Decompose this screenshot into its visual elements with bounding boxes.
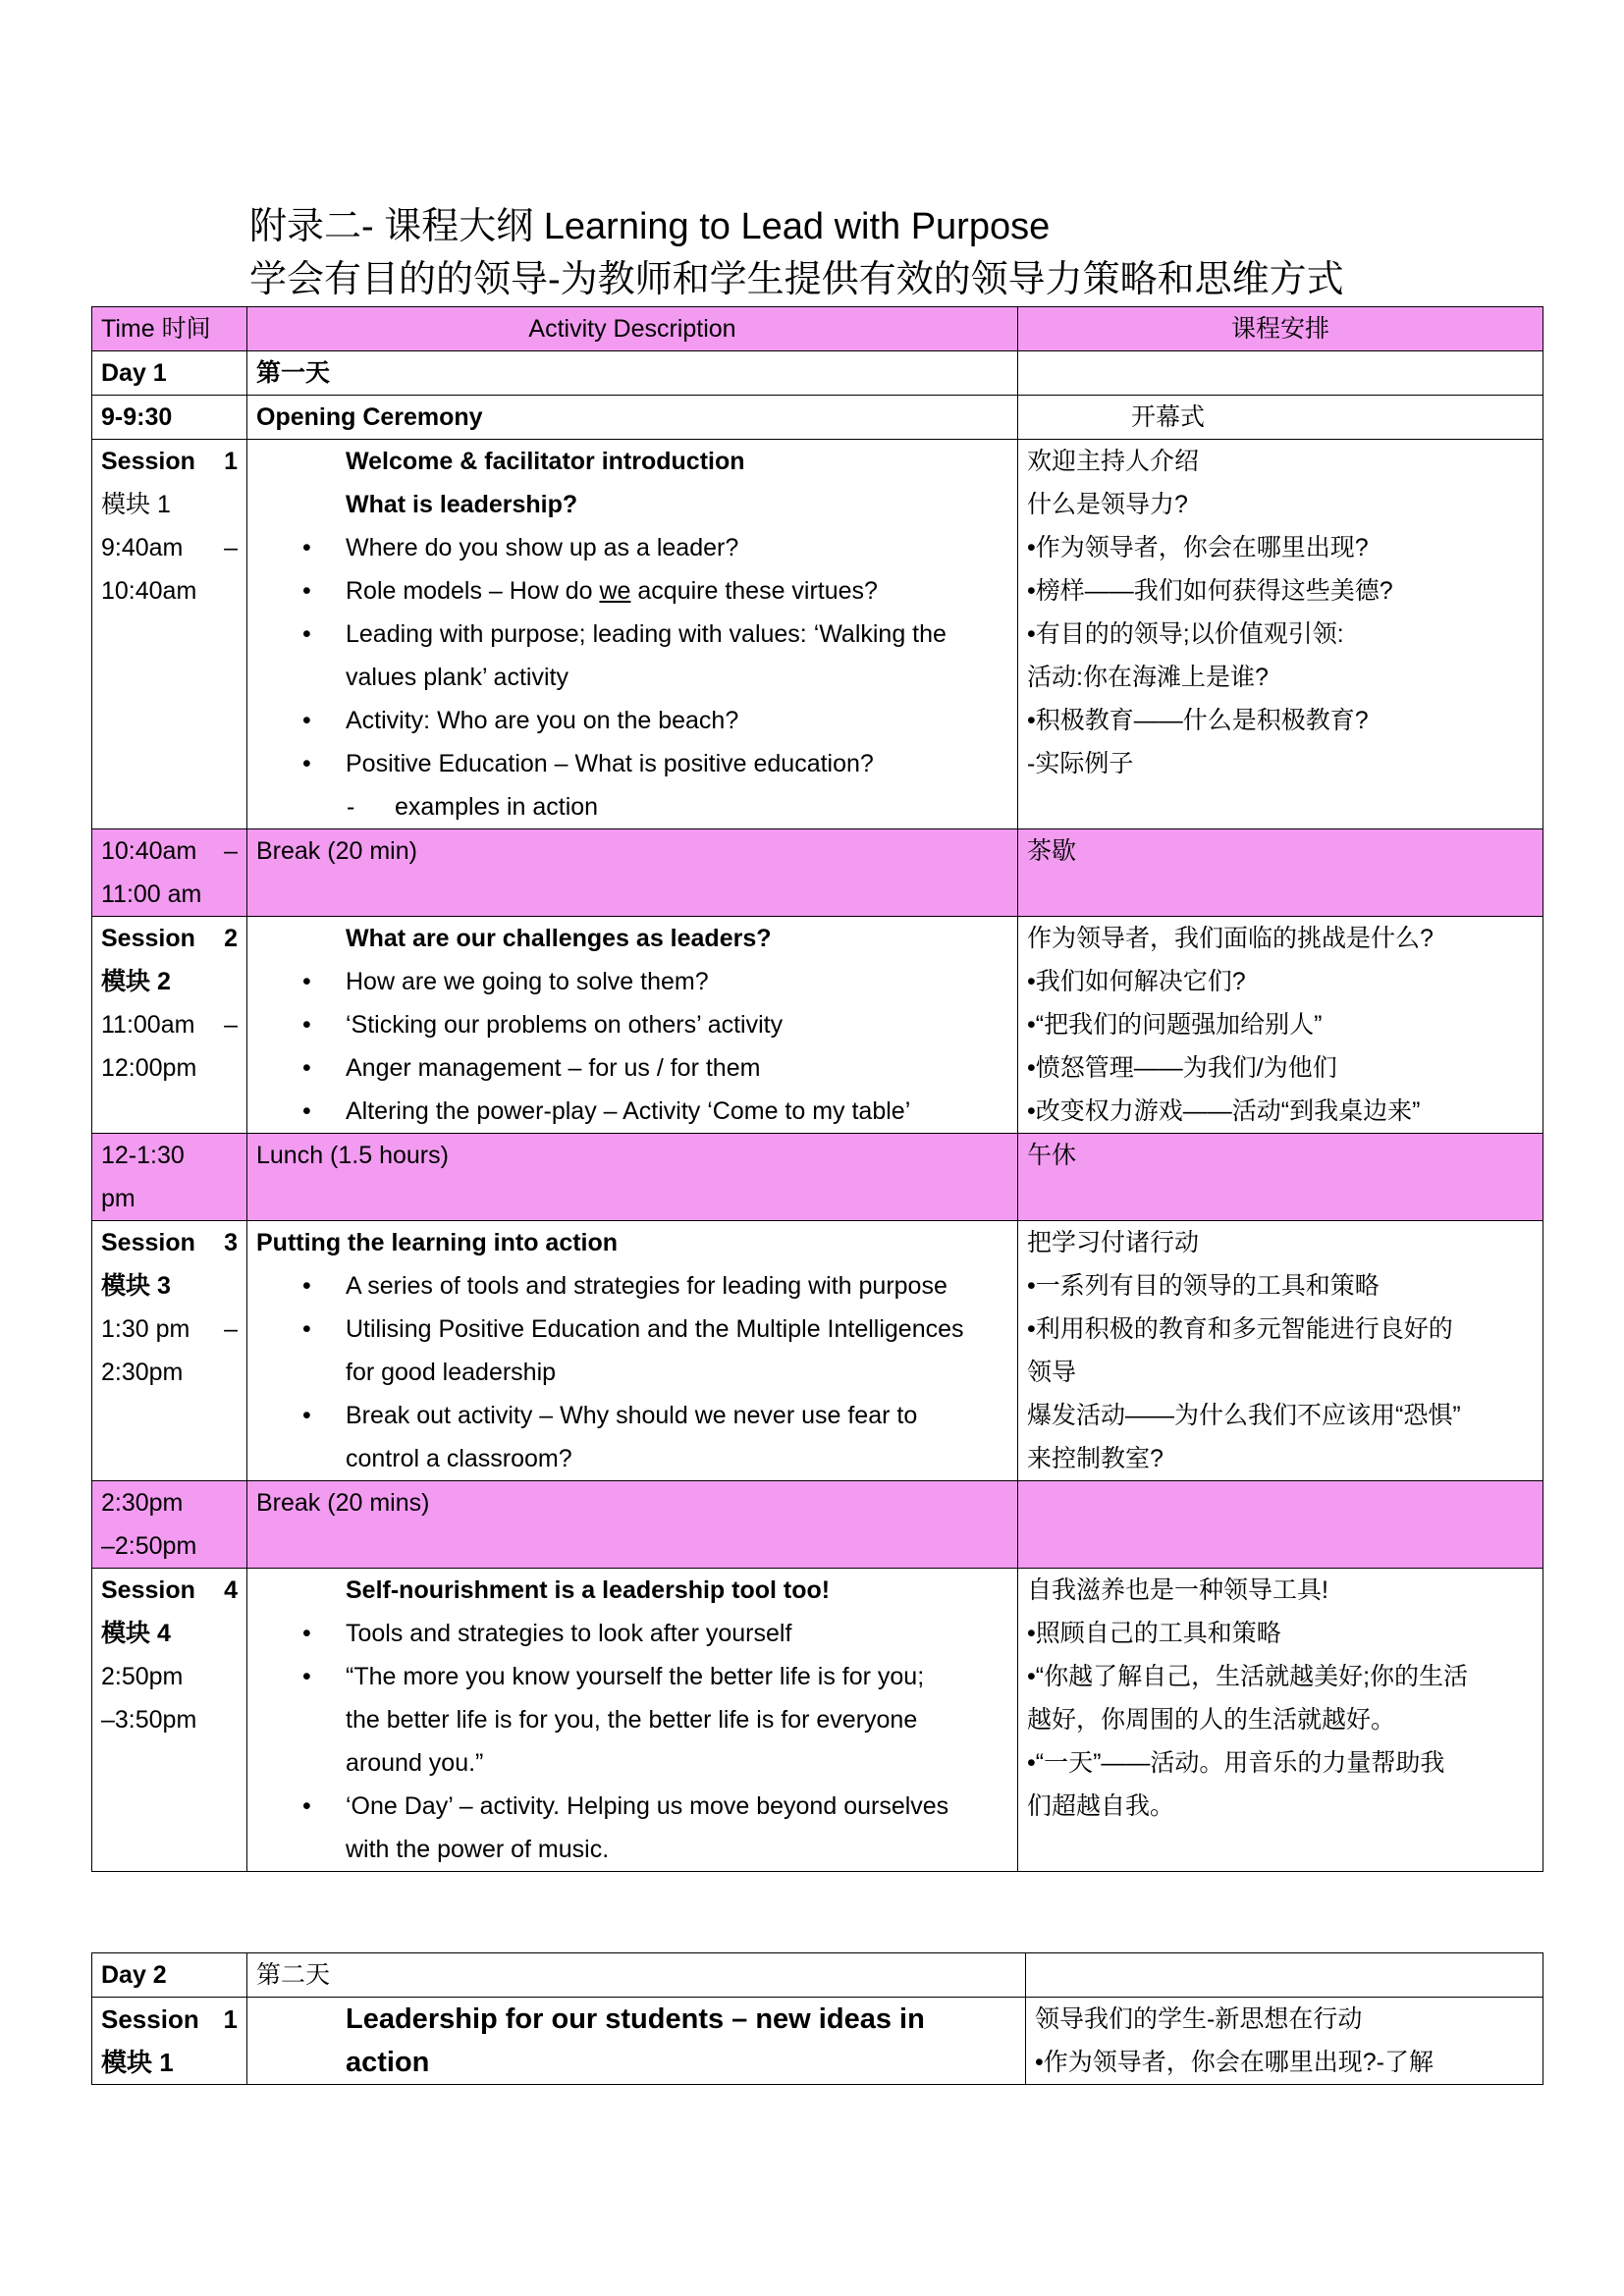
session1-row: [92, 440, 1543, 829]
session1-heading1: Welcome & facilitator introduction: [346, 448, 745, 475]
cn-line: 越好，你周围的人的生活就越好。: [1027, 1706, 1396, 1734]
break1-en: Break (20 min): [247, 829, 1018, 917]
cn-line: •愤怒管理——为我们/为他们: [1027, 1054, 1337, 1082]
header-schedule: 课程安排: [1018, 307, 1543, 351]
cn-line: 欢迎主持人介绍: [1027, 448, 1200, 475]
session4-time: [92, 1569, 247, 1872]
cn-line: 们超越自我。: [1027, 1792, 1175, 1820]
bullet-text: Break out activity – Why should we never use fear to: [346, 1402, 918, 1429]
table-header-row: [92, 307, 1543, 351]
session2-bullets: [256, 960, 1008, 1133]
day2-session1-row: [92, 1998, 1543, 2085]
schedule-table-day1: [91, 306, 1543, 1872]
cn-line: 来控制教室?: [1027, 1445, 1164, 1472]
day2-session1-num: 1: [223, 2004, 238, 2034]
underlined-word: we: [599, 577, 631, 605]
bullet-text: the better life is for you, the better life is for everyone: [346, 1706, 918, 1734]
document-title-cn: 学会有目的的领导-为教师和学生提供有效的领导力策略和思维方式: [249, 259, 1344, 300]
break1-dash: –: [224, 837, 238, 865]
session2-end: 12:00pm: [101, 1054, 197, 1082]
break2-start: 2:30pm: [101, 1489, 184, 1517]
cn-line: •作为领导者，你会在哪里出现?-了解: [1035, 2049, 1434, 2076]
list-item: [256, 1785, 1008, 1871]
cn-line: •“一天”——活动。用音乐的力量帮助我: [1027, 1749, 1445, 1777]
opening-en: Opening Ceremony: [247, 396, 1018, 440]
cn-line: •“把我们的问题强加给别人”: [1027, 1011, 1323, 1039]
break1-row: [92, 829, 1543, 917]
cn-line: 爆发活动——为什么我们不应该用“恐惧”: [1027, 1402, 1461, 1429]
bullet-text: “The more you know yourself the better life is for you;: [346, 1663, 925, 1690]
session3-dash: –: [224, 1315, 238, 1343]
list-item: [256, 1655, 1008, 1785]
session3-row: [92, 1221, 1543, 1481]
session3-start: 1:30 pm: [101, 1315, 190, 1343]
break1-end: 11:00 am: [101, 881, 202, 908]
bullet-text: with the power of music.: [346, 1836, 610, 1863]
session2-dash: –: [224, 1011, 238, 1039]
session1-dash: –: [224, 534, 238, 561]
list-item: • Altering the power-play – Activity ‘Come to my table’: [256, 1090, 1008, 1133]
break2-row: [92, 1481, 1543, 1569]
cn-line: •积极教育——什么是积极教育?: [1027, 707, 1369, 734]
day2-empty: [1026, 1953, 1543, 1998]
lunch-cn: 午休: [1018, 1134, 1543, 1221]
cn-line: 领导我们的学生-新思想在行动: [1035, 2005, 1363, 2033]
bullet-text: acquire these virtues?: [630, 577, 878, 605]
schedule-table-day2: [91, 1952, 1543, 2085]
session2-num: 2: [224, 925, 238, 952]
session2-cn: [1018, 917, 1543, 1134]
session4-cn: [1018, 1569, 1543, 1872]
list-item: [256, 613, 1008, 699]
day1-cn: 第一天: [247, 351, 1018, 396]
list-item: • A series of tools and strategies for leading with purpose: [256, 1264, 1008, 1308]
document-title-en: 附录二- 课程大纲 Learning to Lead with Purpose: [249, 206, 1051, 247]
session4-heading: Self-nourishment is a leadership tool too!: [346, 1576, 831, 1604]
break2-en: Break (20 mins): [247, 1481, 1018, 1569]
day2-session1-heading: Leadership for our students – new ideas in: [346, 2003, 925, 2035]
cn-line: 把学习付诸行动: [1027, 1229, 1200, 1256]
session1-label: Session: [101, 448, 195, 475]
lunch-end: pm: [101, 1185, 135, 1212]
break1-start: 10:40am: [101, 837, 197, 865]
session2-desc: [247, 917, 1018, 1134]
session4-row: [92, 1569, 1543, 1872]
day2-label: Day 2: [92, 1953, 247, 1998]
bullet-text: values plank’ activity: [346, 664, 568, 691]
bullet-text: Role models – How do: [346, 577, 600, 605]
day1-empty: [1018, 351, 1543, 396]
session2-label: Session: [101, 925, 195, 952]
cn-line: •榜样——我们如何获得这些美德?: [1027, 577, 1393, 605]
cn-line: •改变权力游戏——活动“到我桌边来”: [1027, 1097, 1421, 1125]
cn-line: 领导: [1027, 1359, 1077, 1386]
session4-num: 4: [224, 1576, 238, 1604]
session1-bullets: [256, 526, 1008, 785]
day2-cn: 第二天: [247, 1953, 1026, 1998]
break2-time: [92, 1481, 247, 1569]
cn-line: -实际例子: [1027, 750, 1134, 777]
session4-desc: [247, 1569, 1018, 1872]
list-item: • ‘Sticking our problems on others’ activity: [256, 1003, 1008, 1046]
bullet-text: for good leadership: [346, 1359, 557, 1386]
lunch-row: [92, 1134, 1543, 1221]
session1-module: 模块 1: [101, 491, 171, 518]
session1-num: 1: [224, 448, 238, 475]
bullet-text: Leading with purpose; leading with values: ‘Walking the: [346, 620, 947, 648]
cn-line: 活动:你在海滩上是谁?: [1027, 664, 1269, 691]
session2-time: [92, 917, 247, 1134]
session3-bullets: [256, 1264, 1008, 1480]
cn-line: •照顾自己的工具和策略: [1027, 1620, 1281, 1647]
bullet-text: around you.”: [346, 1749, 484, 1777]
session4-module: 模块 4: [101, 1620, 171, 1647]
session2-heading: What are our challenges as leaders?: [346, 925, 772, 952]
list-item: • Activity: Who are you on the beach?: [256, 699, 1008, 742]
day2-session1-heading-cont: action: [346, 2047, 430, 2078]
break1-cn: 茶歇: [1018, 829, 1543, 917]
session3-end: 2:30pm: [101, 1359, 184, 1386]
cn-line: •一系列有目的领导的工具和策略: [1027, 1272, 1380, 1300]
session4-label: Session: [101, 1576, 195, 1604]
session1-start: 9:40am: [101, 534, 184, 561]
sub-item: - examples in action: [256, 785, 1008, 828]
bullet-text: control a classroom?: [346, 1445, 572, 1472]
session3-num: 3: [224, 1229, 238, 1256]
day2-session1-time: [92, 1998, 247, 2085]
bullet-text: ‘One Day’ – activity. Helping us move beyond ourselves: [346, 1792, 949, 1820]
session3-cn: [1018, 1221, 1543, 1481]
session2-start: 11:00am: [101, 1011, 195, 1039]
session1-time: [92, 440, 247, 829]
list-item: • Where do you show up as a leader?: [256, 526, 1008, 569]
session2-module: 模块 2: [101, 968, 171, 995]
opening-row: [92, 396, 1543, 440]
list-item: • Tools and strategies to look after yourself: [256, 1612, 1008, 1655]
day2-session1-label: Session: [101, 2004, 199, 2034]
day1-row: [92, 351, 1543, 396]
list-item: • How are we going to solve them?: [256, 960, 1008, 1003]
session3-heading: Putting the learning into action: [256, 1229, 619, 1256]
cn-line: •利用积极的教育和多元智能进行良好的: [1027, 1315, 1453, 1343]
day2-row: [92, 1953, 1543, 1998]
header-activity: Activity Description: [247, 307, 1018, 351]
day2-session1-desc: [247, 1998, 1026, 2085]
list-item: [256, 1308, 1008, 1394]
cn-line: 自我滋养也是一种领导工具!: [1027, 1576, 1328, 1604]
session4-end: –3:50pm: [101, 1706, 197, 1734]
session3-time: [92, 1221, 247, 1481]
session4-bullets: [256, 1612, 1008, 1871]
list-item: • Anger management – for us / for them: [256, 1046, 1008, 1090]
cn-line: •作为领导者，你会在哪里出现?: [1027, 534, 1369, 561]
session4-start: 2:50pm: [101, 1663, 184, 1690]
session2-row: [92, 917, 1543, 1134]
cn-line: •有目的的领导;以价值观引领:: [1027, 620, 1344, 648]
lunch-en: Lunch (1.5 hours): [247, 1134, 1018, 1221]
list-item: [256, 569, 1008, 613]
session1-desc: [247, 440, 1018, 829]
break1-time: [92, 829, 247, 917]
session3-label: Session: [101, 1229, 195, 1256]
day1-label: Day 1: [92, 351, 247, 396]
session3-desc: [247, 1221, 1018, 1481]
bullet-text: Utilising Positive Education and the Multiple Intelligences: [346, 1315, 964, 1343]
session3-module: 模块 3: [101, 1272, 171, 1300]
session1-cn: [1018, 440, 1543, 829]
cn-line: 作为领导者，我们面临的挑战是什么?: [1027, 925, 1434, 952]
lunch-time: [92, 1134, 247, 1221]
opening-cn: 开幕式: [1018, 396, 1543, 440]
break2-end: –2:50pm: [101, 1532, 197, 1560]
header-time: Time 时间: [92, 307, 247, 351]
cn-line: •我们如何解决它们?: [1027, 968, 1246, 995]
session1-heading2: What is leadership?: [346, 491, 578, 518]
list-item: • Positive Education – What is positive education?: [256, 742, 1008, 785]
day2-session1-cn: [1026, 1998, 1543, 2085]
day2-session1-module: 模块 1: [101, 2048, 174, 2077]
lunch-start: 12-1:30: [101, 1142, 185, 1169]
opening-time: 9-9:30: [92, 396, 247, 440]
session1-end: 10:40am: [101, 577, 197, 605]
cn-line: •“你越了解自己，生活就越美好;你的生活: [1027, 1663, 1469, 1690]
list-item: [256, 1394, 1008, 1480]
break2-empty: [1018, 1481, 1543, 1569]
cn-line: 什么是领导力?: [1027, 491, 1188, 518]
